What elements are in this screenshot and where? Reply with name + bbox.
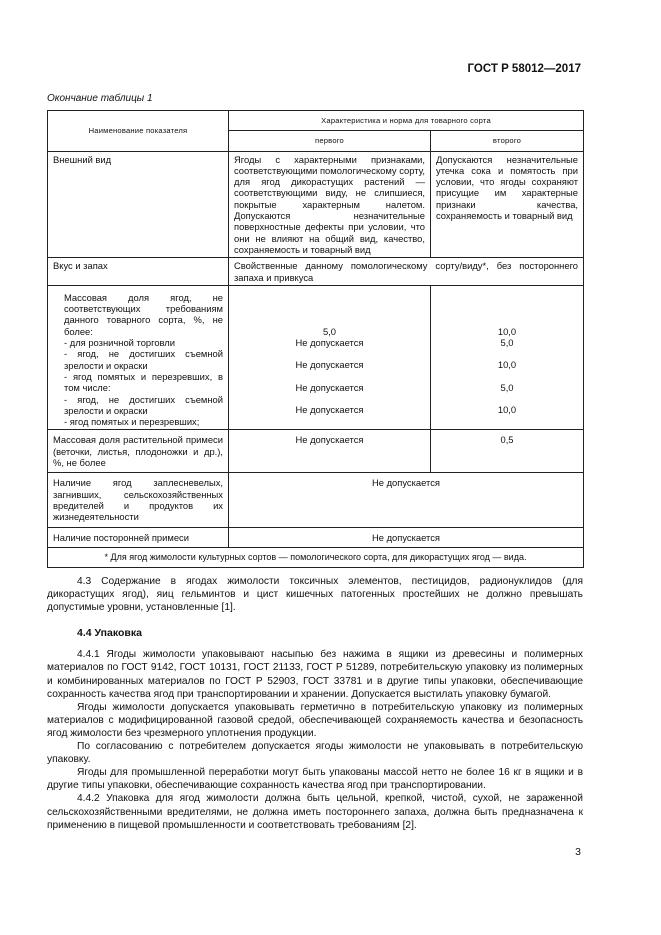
row-mass-first-1: Не допускается <box>295 337 364 349</box>
row-foreign-name: Наличие посторонней примеси <box>48 527 229 547</box>
table-caption: Окончание таблицы 1 <box>47 93 153 104</box>
table-row <box>48 473 584 527</box>
header-first-grade: первого <box>229 131 431 151</box>
row-plant-first: Не допускается <box>229 430 431 473</box>
row-mass-label: Массовая доля ягод, не соответствующих требованиям данного товарного сорта, %, не более: <box>64 291 223 337</box>
row-plant-name: Массовая доля растительной примеси (веточки, листья, плодоножки и др.), %, не более <box>48 430 229 473</box>
table-header-row <box>48 111 584 131</box>
body-text <box>47 575 583 832</box>
row-mass-second-0: 10,0 <box>497 325 517 337</box>
row-mass-sub-1: - ягод, не достигших съемной зрелости и окраски <box>64 348 223 371</box>
row-mass-sub-3: - ягод, не достигших съемной зрелости и окраски <box>64 393 223 416</box>
row-foreign-value: Не допускается <box>229 527 584 547</box>
table-row <box>48 151 584 258</box>
row-appearance-name: Внешний вид <box>48 151 229 258</box>
row-mass-second-4: 10,0 <box>497 404 517 416</box>
row-mass-sub-2: - ягод помятых и перезревших, в том числе: <box>64 370 223 394</box>
header-characteristic: Характеристика и норма для товарного сорта <box>229 111 584 131</box>
row-mass-second-2: 10,0 <box>497 359 517 371</box>
paragraph-industrial-processing: Ягоды для промышленной переработки могут быть упакованы массой нетто не более 16 кг в ящики и в другие типы упаковки, обеспечивающие сохранность качества ягод при транспортировании. <box>47 767 583 792</box>
page-number: 3 <box>575 846 581 858</box>
row-mass-second-1: 5,0 <box>500 337 514 349</box>
row-mass-name <box>48 285 229 430</box>
row-mass-first-0: 5,0 <box>322 325 337 337</box>
row-mass-first <box>229 285 431 430</box>
row-mass-second-3: 5,0 <box>500 381 514 393</box>
row-appearance-second: Допускаются незначительные утечка сока и помятость при условии, что ягоды сохраняют присущие им характерные признаки качества, сохраняемость и товарный вид <box>431 151 584 258</box>
header-indicator-name: Наименование показателя <box>48 111 229 152</box>
table-footnote: * Для ягод жимолости культурных сортов — помологического сорта, для дикорастущих ягод — вида. <box>48 547 584 567</box>
row-moldy-value: Не допускается <box>229 473 584 527</box>
table-row <box>48 430 584 473</box>
row-mass-first-3: Не допускается <box>295 381 364 393</box>
table-row <box>48 527 584 547</box>
row-plant-second: 0,5 <box>431 430 584 473</box>
row-mass-sub-4: - ягод помятых и перезревших; <box>64 416 200 428</box>
specification-table <box>47 110 584 568</box>
table-row <box>48 285 584 430</box>
paragraph-4-4-1: 4.4.1 Ягоды жимолости упаковывают насыпью без нажима в ящики из древесины и полимерных материалов по ГОСТ 9142, ГОСТ 10131, ГОСТ 21133, ГОСТ Р 51289, потребительскую упаковку из полимерных и комбинированных материалов по ГОСТ Р 52903, ГОСТ 33781 и в другие типы упаковки, обеспечивающие сохранность качества ягод при транспортировании и хранении. Допускается выстилать упаковку бумагой. <box>47 649 583 700</box>
paragraph-4-3: 4.3 Содержание в ягодах жимолости токсичных элементов, пестицидов, радионуклидов (для дикорастущих ягод), яиц гельминтов и цист кишечных патогенных простейших не должно превышать допустимые уровни, установленные [1]. <box>47 576 583 614</box>
paragraph-4-4-2: 4.4.2 Упаковка для ягод жимолости должна быть цельной, крепкой, чистой, сухой, не зараженной сельскохозяйственными вредителями, не должна иметь постороннего запаха, должна быть предназначена к применению в пищевой промышленности и соответствовать требованиям [2]. <box>47 793 583 831</box>
row-mass-first-4: Не допускается <box>295 404 364 416</box>
paragraph-consumer-agreement: По согласованию с потребителем допускается ягоды жимолости не упаковывать в потребительскую упаковку. <box>47 741 583 766</box>
table-row <box>48 258 584 286</box>
row-taste-name: Вкус и запах <box>48 258 229 286</box>
section-heading-4-4: 4.4 Упаковка <box>77 627 142 640</box>
paragraph-modified-atmosphere: Ягоды жимолости допускается упаковывать герметично в потребительскую упаковку из полимерных материалов с модифицированной газовой средой, обеспечивающей сохраняемость качества и безопасность ягод жимолости без чрезмерного уплотнения продукции. <box>47 701 583 739</box>
row-appearance-first: Ягоды с характерными признаками, соответствующими помологическому сорту, для ягод дикорастущих растений — соответствующими виду, не слипшиеся, покрытые характерным налетом. Допускаются незначительные поверхностные дефекты при условии, что они не влияют на общий вид, качество, сохраняемость и товарный вид <box>229 151 431 258</box>
row-taste-value: Свойственные данному помологическому сорту/виду*, без постороннего запаха и привкуса <box>229 258 584 286</box>
table-footnote-row <box>48 547 584 567</box>
row-mass-sub-0: - для розничной торговли <box>64 337 176 349</box>
row-moldy-name: Наличие ягод заплесневелых, загнивших, сельскохозяйственных вредителей и продуктов их жизнедеятельности <box>48 473 229 527</box>
header-second-grade: второго <box>431 131 584 151</box>
row-mass-first-2: Не допускается <box>295 359 364 371</box>
row-mass-second <box>431 285 584 430</box>
document-id: ГОСТ Р 58012—2017 <box>467 63 581 75</box>
